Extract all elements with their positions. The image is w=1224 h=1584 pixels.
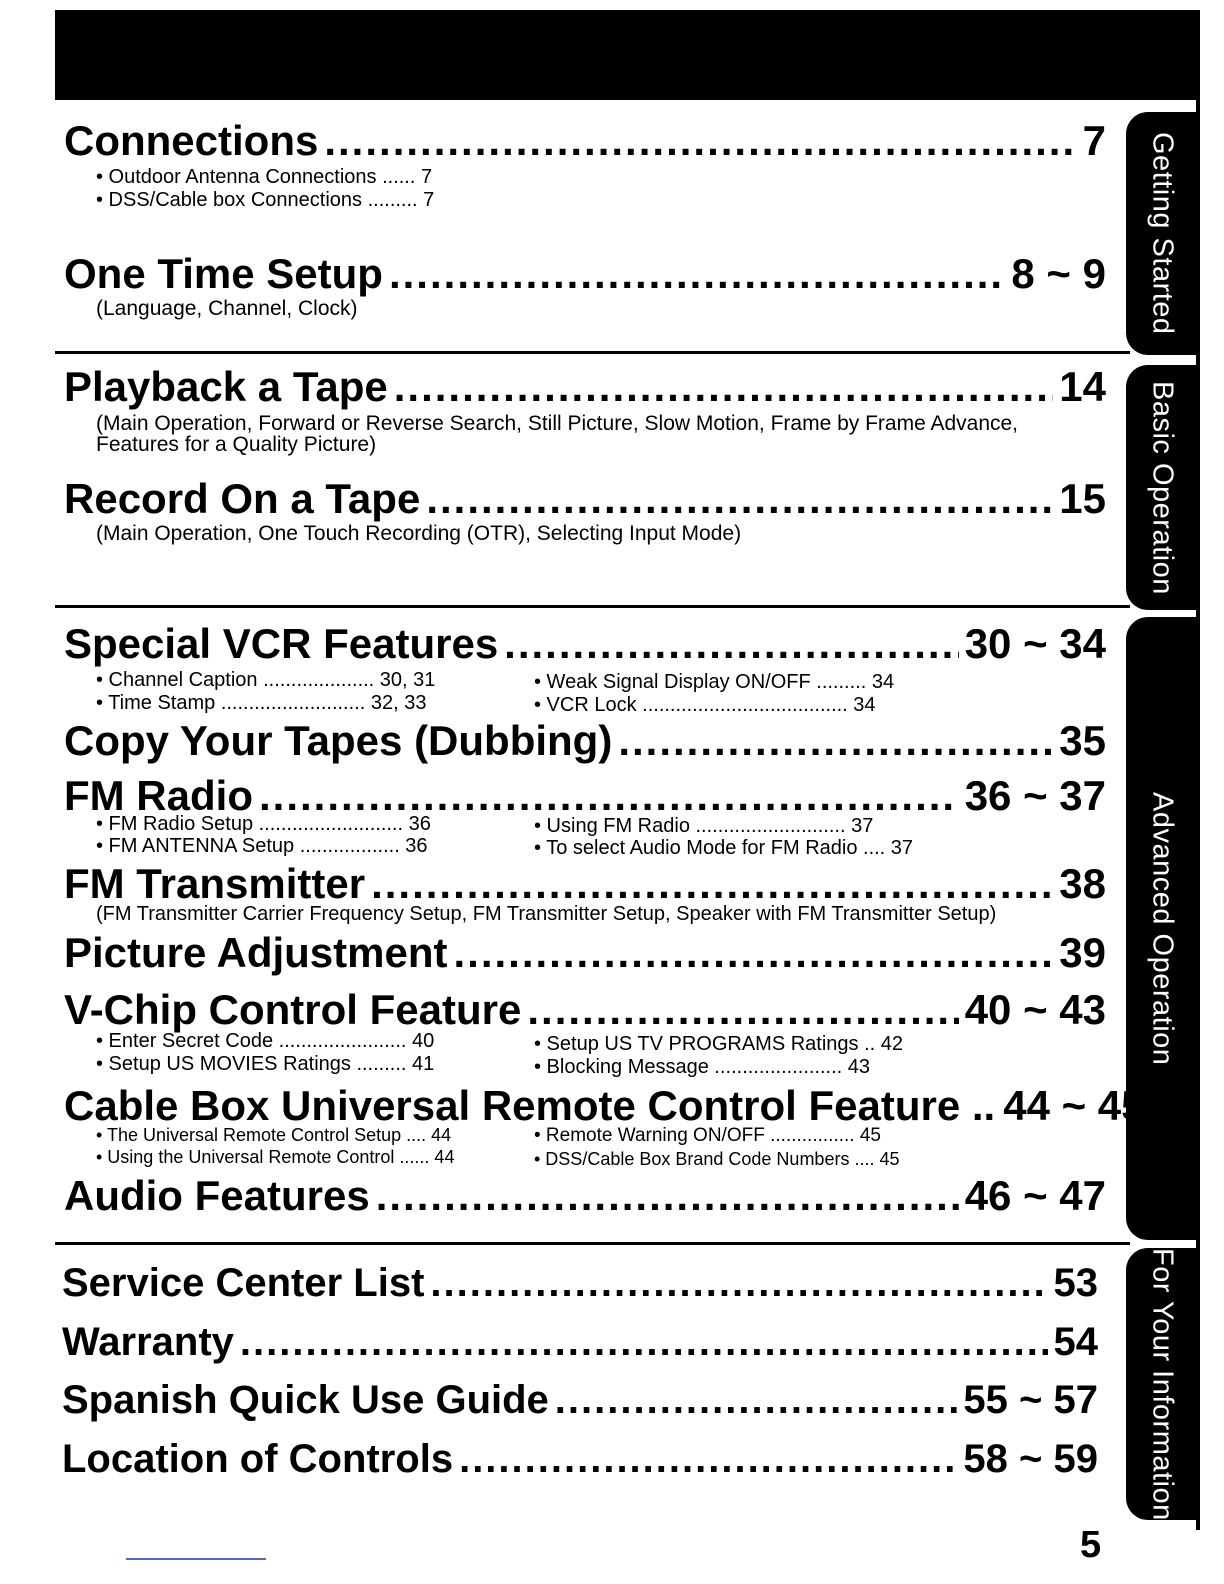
leader-dots <box>240 1322 1048 1362</box>
entry-page: 39 <box>1059 929 1106 976</box>
entry-page: 30 ~ 34 <box>964 620 1106 667</box>
sub-item: • Remote Warning ON/OFF ................ 45 <box>534 1125 881 1146</box>
entry-title: Picture Adjustment <box>64 929 448 976</box>
leader-dots <box>389 253 1005 295</box>
entry-page: 8 ~ 9 <box>1011 250 1106 297</box>
entry-note: (Language, Channel, Clock) <box>96 297 358 320</box>
entry-title: FM Transmitter <box>64 860 366 907</box>
entry-page: 15 <box>1059 475 1106 522</box>
entry-page: 14 <box>1059 363 1106 410</box>
tab-for-your-information[interactable] <box>1126 1248 1198 1520</box>
leader-dots <box>618 720 1053 762</box>
entry-title: Special VCR Features <box>64 620 499 667</box>
toc-entry-warranty[interactable] <box>62 1322 1098 1362</box>
entry-title: V-Chip Control Feature <box>64 986 522 1033</box>
toc-entry-copy-tapes[interactable] <box>64 717 1106 764</box>
entry-title: Location of Controls <box>62 1437 454 1481</box>
tab-basic-operation[interactable] <box>1126 365 1198 610</box>
entry-title: Connections <box>64 117 319 164</box>
sub-item: • Using the Universal Remote Control ...... 44 <box>96 1147 455 1167</box>
entry-title: Warranty <box>62 1320 234 1364</box>
tab-advanced-operation[interactable] <box>1126 617 1198 1240</box>
toc-entry-spanish-guide[interactable] <box>62 1380 1098 1420</box>
leader-dots <box>527 989 958 1031</box>
entry-title: Cable Box Universal Remote Control Feature .. <box>64 1082 996 1129</box>
leader-dots <box>555 1380 958 1420</box>
toc-entry-connections[interactable] <box>64 117 1106 164</box>
toc-entry-record[interactable] <box>64 475 1106 522</box>
sub-item: • FM ANTENNA Setup .................. 36 <box>96 835 428 857</box>
toc-entry-cable-box[interactable] <box>64 1082 1145 1129</box>
entry-title: Audio Features <box>64 1172 370 1219</box>
header-bar <box>55 10 1200 100</box>
leader-dots <box>394 366 1054 408</box>
entry-title: Service Center List <box>62 1261 425 1305</box>
page-number: 5 <box>1080 1524 1102 1566</box>
entry-title: Copy Your Tapes (Dubbing) <box>64 717 613 764</box>
entry-title: One Time Setup <box>64 250 383 297</box>
toc-entry-one-time-setup[interactable] <box>64 250 1106 297</box>
toc-entry-special-vcr[interactable] <box>64 620 1106 667</box>
entry-page: 35 <box>1059 717 1106 764</box>
toc-entry-picture-adjustment[interactable] <box>64 929 1106 976</box>
sub-item: • Blocking Message ....................... 43 <box>534 1056 871 1078</box>
sub-item: • Time Stamp .......................... 32, 33 <box>96 692 427 714</box>
sub-item: • Channel Caption .................... 30, 31 <box>96 669 436 691</box>
leader-dots <box>376 1175 959 1217</box>
tab-label: Getting Started <box>1146 132 1179 335</box>
leader-dots <box>504 623 959 665</box>
entry-title: Playback a Tape <box>64 363 388 410</box>
sub-item: • Weak Signal Display ON/OFF ......... 34 <box>534 671 895 693</box>
leader-dots <box>324 120 1076 162</box>
sub-item: • DSS/Cable Box Brand Code Numbers .... 45 <box>534 1149 900 1169</box>
sub-item: • Setup US TV PROGRAMS Ratings .. 42 <box>534 1033 903 1055</box>
leader-dots <box>371 863 1053 905</box>
leader-dots <box>259 775 959 817</box>
sub-item: • Using FM Radio ........................... 37 <box>534 815 874 837</box>
tab-label: Advanced Operation <box>1146 791 1179 1066</box>
sub-item: • DSS/Cable box Connections ......... 7 <box>96 189 435 211</box>
tab-label: Basic Operation <box>1146 380 1179 595</box>
entry-page: 58 ~ 59 <box>963 1437 1098 1481</box>
entry-page: 7 <box>1082 117 1106 164</box>
entry-page: 44 ~ 45 <box>1003 1082 1145 1129</box>
sub-item: • FM Radio Setup .......................... 36 <box>96 813 431 835</box>
entry-title: Spanish Quick Use Guide <box>62 1378 549 1422</box>
sub-item: • The Universal Remote Control Setup .... 44 <box>96 1125 452 1145</box>
toc-entry-audio-features[interactable] <box>64 1172 1106 1219</box>
section-divider <box>55 351 1130 354</box>
toc-entry-location-controls[interactable] <box>62 1439 1098 1479</box>
entry-note: (Main Operation, Forward or Reverse Search, Still Picture, Slow Motion, Frame by Frame Advance, Features for a Quality Picture) <box>96 412 1019 456</box>
toc-entry-fm-radio[interactable] <box>64 772 1106 819</box>
entry-note: (FM Transmitter Carrier Frequency Setup, FM Transmitter Setup, Speaker with FM Transmitter Setup) <box>96 903 997 925</box>
entry-page: 40 ~ 43 <box>964 986 1106 1033</box>
toc-entry-fm-transmitter[interactable] <box>64 860 1106 907</box>
entry-page: 36 ~ 37 <box>964 772 1106 819</box>
entry-page: 46 ~ 47 <box>964 1172 1106 1219</box>
tab-getting-started[interactable] <box>1126 112 1198 355</box>
entry-title: FM Radio <box>64 772 253 819</box>
section-divider <box>55 605 1130 608</box>
entry-page: 54 <box>1053 1320 1098 1364</box>
leader-dots <box>459 1439 957 1479</box>
entry-page: 53 <box>1053 1261 1098 1305</box>
footer-line <box>126 1558 266 1560</box>
sub-item: • To select Audio Mode for FM Radio .... 37 <box>534 837 914 859</box>
leader-dots <box>454 932 1054 974</box>
leader-dots <box>430 1263 1047 1303</box>
leader-dots <box>426 478 1053 520</box>
entry-page: 55 ~ 57 <box>963 1378 1098 1422</box>
tab-label: For Your Information <box>1146 1247 1179 1521</box>
toc-entry-vchip[interactable] <box>64 986 1106 1033</box>
sub-item: • Setup US MOVIES Ratings ......... 41 <box>96 1053 435 1075</box>
sub-item: • VCR Lock ..................................... 34 <box>534 694 876 716</box>
entry-page: 38 <box>1059 860 1106 907</box>
sub-item: • Enter Secret Code ....................... 40 <box>96 1030 435 1052</box>
toc-entry-service-center[interactable] <box>62 1263 1098 1303</box>
sub-item: • Outdoor Antenna Connections ...... 7 <box>96 166 433 188</box>
section-divider <box>55 1242 1130 1245</box>
entry-title: Record On a Tape <box>64 475 421 522</box>
toc-entry-playback[interactable] <box>64 363 1106 410</box>
entry-note: (Main Operation, One Touch Recording (OTR), Selecting Input Mode) <box>96 522 742 545</box>
